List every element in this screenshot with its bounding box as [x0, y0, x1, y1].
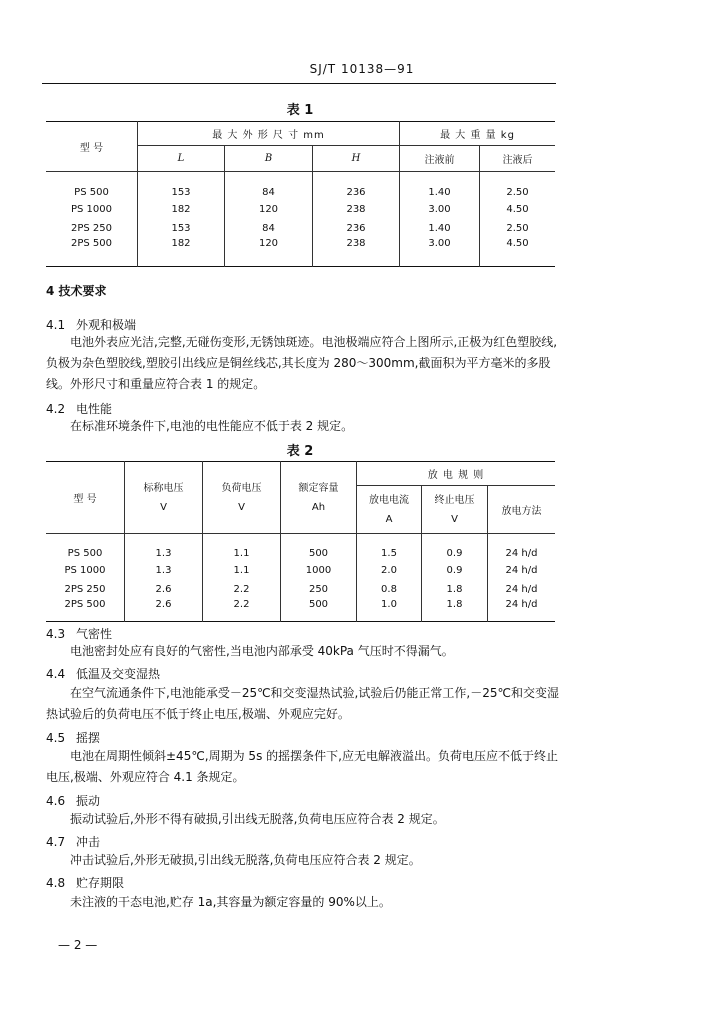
section-4-4-heading	[46, 665, 160, 682]
section-4-2-heading	[46, 400, 112, 417]
table-cell: 1.8	[422, 599, 488, 622]
table-cell: 24 h/d	[505, 598, 538, 610]
section-4-5-text: 电池在周期性倾斜±45℃,周期为 5s 的摇摆条件下,应无电解液溢出。负荷电压应不低于终止电压,极端、外观应符合 4.1 条规定。	[46, 749, 558, 784]
header-unit: A	[385, 513, 393, 525]
table-cell: 238	[313, 200, 400, 219]
table2-header-discharge-rules: 放 电 规 则	[357, 462, 556, 486]
section-4-6-text: 振动试验后,外形不得有破损,引出线无脱落,负荷电压应符合表 2 规定。	[70, 812, 445, 826]
table-row	[46, 599, 555, 622]
header-unit: Ah	[311, 501, 326, 513]
table-cell: 250	[281, 580, 357, 599]
table-row	[46, 219, 555, 238]
document-code: SJ/T 10138—91	[309, 62, 415, 76]
table-cell: 24 h/d	[505, 583, 538, 595]
table2-header-model: 型 号	[46, 462, 125, 534]
table-cell: 1.40	[400, 219, 480, 238]
table-cell: PS 500	[46, 534, 125, 561]
header-label: 负荷电压	[221, 482, 262, 494]
table1-subheader-H: H	[313, 146, 400, 172]
table-row	[46, 200, 555, 219]
section-4-7-heading	[46, 833, 100, 850]
table-cell: 1.3	[125, 534, 203, 561]
table-cell: 84	[225, 219, 313, 238]
section-number: 4.1	[46, 318, 66, 332]
section-4-1-text: 电池外表应光洁,完整,无碰伤变形,无锈蚀斑迹。电池极端应符合上图所示,正极为红色塑胶线,负极为杂色塑胶线,塑胶引出线应是铜丝线芯,其长度为 280～300mm,截面积为平方毫米的多股线。外形尺寸和重量应符合表 1 的规定。	[46, 335, 558, 391]
table-cell: PS 1000	[46, 561, 125, 580]
table-cell: 4.50	[506, 237, 529, 249]
header-label: 额定容量	[298, 482, 339, 494]
table-cell: 4.50	[506, 203, 529, 215]
table-2	[46, 461, 555, 622]
table-cell: PS 500	[46, 172, 138, 200]
table-cell: 1.1	[203, 561, 281, 580]
header-label: 标称电压	[143, 482, 184, 494]
table-cell: 0.8	[357, 580, 422, 599]
header-unit: V	[451, 513, 458, 525]
section-title: 气密性	[76, 627, 113, 641]
table1-subheader-before: 注液前	[400, 146, 480, 172]
table-row	[46, 580, 555, 599]
section-4-6-heading	[46, 792, 100, 809]
section-4-1-heading	[46, 316, 136, 333]
table-cell: 1.40	[400, 172, 480, 200]
header-unit: V	[160, 501, 167, 513]
table-cell: 24 h/d	[488, 534, 556, 561]
table2-header-load-voltage	[203, 462, 281, 534]
table-cell: 238	[313, 238, 400, 267]
table-cell: 2.6	[125, 580, 203, 599]
table2-header-discharge-current	[357, 486, 422, 534]
table-cell: 2PS 500	[46, 599, 125, 622]
header-label: 终止电压	[434, 494, 475, 506]
table-cell: 2.6	[125, 599, 203, 622]
table-cell: 2PS 500	[46, 238, 138, 267]
table-1	[46, 121, 555, 267]
section-title: 外观和极端	[76, 318, 137, 332]
table-cell: 2.50	[480, 172, 556, 200]
table-cell: 1000	[281, 561, 357, 580]
table-row	[46, 238, 555, 267]
table-cell: 2.0	[357, 561, 422, 580]
table1-header-weight: 最 大 重 量 kg	[400, 122, 556, 146]
table-cell: 24 h/d	[505, 564, 538, 576]
table1-subheader-after: 注液后	[502, 155, 533, 166]
section-4-8-text: 未注液的干态电池,贮存 1a,其容量为额定容量的 90%以上。	[70, 895, 391, 909]
table-cell: 2.2	[203, 580, 281, 599]
table-row	[46, 534, 555, 561]
table1-caption: 表 1	[286, 103, 314, 118]
section-number: 4.8	[46, 876, 66, 890]
table-cell: 84	[225, 172, 313, 200]
table-row	[46, 172, 555, 200]
table-cell: 500	[281, 599, 357, 622]
section-4-5-heading	[46, 729, 100, 746]
table-cell: PS 1000	[46, 200, 138, 219]
table-cell: 236	[313, 172, 400, 200]
section-4-7-text: 冲击试验后,外形无破损,引出线无脱落,负荷电压应符合表 2 规定。	[70, 853, 421, 867]
table-cell: 1.3	[125, 561, 203, 580]
header-unit: V	[238, 501, 245, 513]
header-label: 放电电流	[369, 494, 409, 506]
table-cell: 120	[225, 200, 313, 219]
page-number: — 2 —	[58, 938, 98, 952]
table-cell: 153	[138, 172, 225, 200]
table-cell: 2.50	[506, 222, 529, 234]
table1-subheader-L: L	[138, 146, 225, 172]
header-rule	[42, 83, 556, 84]
table2-header-nominal-voltage	[125, 462, 203, 534]
section-4-3-text: 电池密封处应有良好的气密性,当电池内部承受 40kPa 气压时不得漏气。	[70, 644, 454, 658]
section-4-3-heading	[46, 625, 112, 642]
table1-header-model: 型 号	[46, 122, 138, 172]
section-number: 4.6	[46, 794, 66, 808]
table-cell: 1.1	[203, 534, 281, 561]
table-cell: 236	[313, 219, 400, 238]
table2-header-rated-capacity	[281, 462, 357, 534]
table-cell: 0.9	[422, 534, 488, 561]
table-cell: 3.00	[400, 200, 480, 219]
section-number: 4.2	[46, 402, 66, 416]
table2-header-cutoff-voltage	[422, 486, 488, 534]
table-row	[46, 561, 555, 580]
section-4-title: 4 技术要求	[46, 284, 107, 298]
table-cell: 182	[138, 238, 225, 267]
table-cell: 2.2	[203, 599, 281, 622]
section-4-8-heading	[46, 874, 124, 891]
table-cell: 2PS 250	[46, 219, 138, 238]
table-cell: 120	[225, 238, 313, 267]
section-number: 4.5	[46, 731, 66, 745]
table-cell: 1.5	[357, 534, 422, 561]
table-cell: 182	[138, 200, 225, 219]
section-4-2-text: 在标准环境条件下,电池的电性能应不低于表 2 规定。	[70, 419, 354, 433]
section-number: 4.3	[46, 627, 66, 641]
table2-header-discharge-method: 放电方法	[501, 506, 542, 517]
section-number: 4.4	[46, 667, 66, 681]
section-title: 摇摆	[76, 731, 101, 745]
table-cell: 153	[138, 219, 225, 238]
table2-caption: 表 2	[286, 444, 314, 459]
table-cell: 2PS 250	[46, 580, 125, 599]
section-4-4-text: 在空气流通条件下,电池能承受－25℃和交变湿热试验,试验后仍能正常工作,－25℃和交变湿热试验后的负荷电压不低于终止电压,极端、外观应完好。	[46, 686, 559, 721]
table-cell: 1.0	[357, 599, 422, 622]
section-number: 4.7	[46, 835, 66, 849]
table1-subheader-B: B	[225, 146, 313, 172]
table1-header-dims: 最 大 外 形 尺 寸 mm	[138, 122, 400, 146]
table-cell: 500	[281, 534, 357, 561]
table-cell: 1.8	[422, 580, 488, 599]
table-cell: 0.9	[422, 561, 488, 580]
table-cell: 3.00	[400, 238, 480, 267]
section-title: 冲击	[76, 835, 101, 849]
section-title: 电性能	[76, 402, 113, 416]
section-title: 贮存期限	[76, 876, 125, 890]
section-title: 低温及交变湿热	[76, 667, 161, 681]
section-title: 振动	[76, 794, 101, 808]
